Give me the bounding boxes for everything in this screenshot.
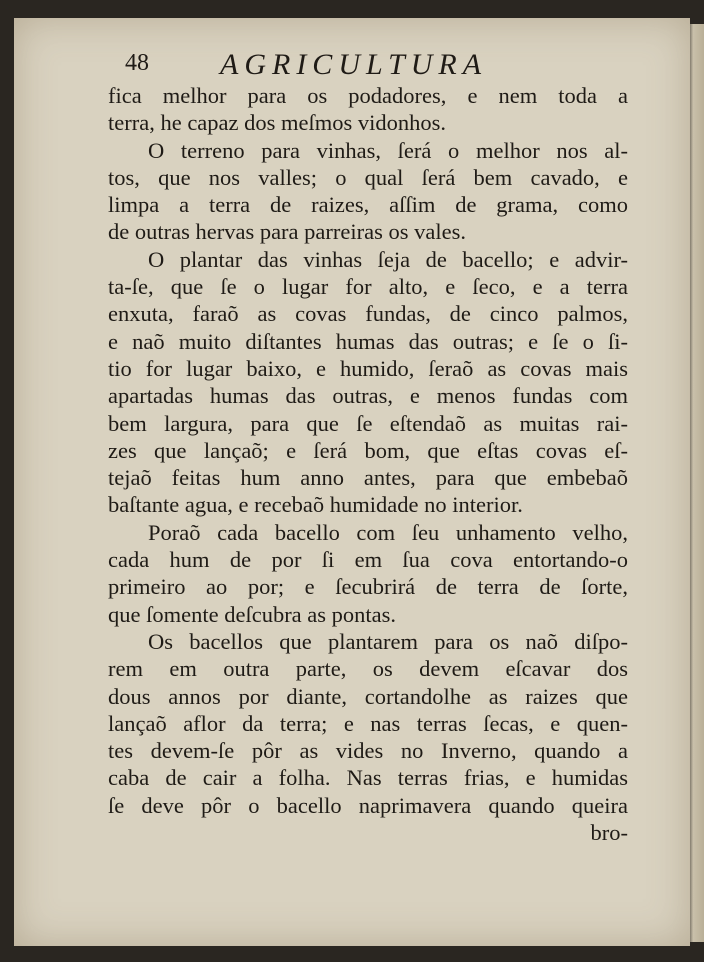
page-number: 48 [125,50,149,76]
text-line: enxuta, faraõ as covas fundas, de cinco palmos, [108,301,628,327]
text-line: O terreno para vinhas, ſerá o melhor nos al- [148,137,628,163]
text-line: zes que lançaõ; e ſerá bom, que eſtas covas eſ- [108,437,628,463]
text-line: bem largura, para que ſe eſtendaõ as muitas rai- [108,410,628,436]
text-line: tio for lugar baixo, e humido, ſeraõ as covas mais [108,355,628,381]
text-line: apartadas humas das outras, e menos fundas com [108,383,628,409]
catchword: bro- [590,820,628,846]
text-line: cada hum de por ſi em ſua cova entortando-o [108,547,628,573]
text-line: Os bacellos que plantarem para os naõ diſpo- [148,628,628,654]
text-line: rem em outra parte, os devem eſcavar dos [108,656,628,682]
text-line: ſe deve pôr o bacello naprimavera quando queira [108,792,628,818]
text-line: baſtante agua, e recebaõ humidade no interior. [108,492,523,518]
text-line: lançaõ aflor da terra; e nas terras ſecas, e quen- [108,710,628,736]
text-line: ta-ſe, que ſe o lugar for alto, e ſeco, e a terra [108,274,628,300]
text-line: tos, que nos valles; o qual ſerá bem cavado, e [108,164,628,190]
text-line: terra, he capaz dos meſmos vidonhos. [108,110,447,136]
text-line: limpa a terra de raizes, aſſim de grama, como [108,192,628,218]
running-head [105,44,625,84]
text-line: e naõ muito diſtantes humas das outras; e ſe o ſi- [108,328,628,354]
text-line: O plantar das vinhas ſeja de bacello; e advir- [148,246,628,272]
text-line: tejaõ feitas hum anno antes, para que embebaõ [108,465,628,491]
text-line: dous annos por diante, cortandolhe as raizes que [108,683,628,709]
header-title: AGRICULTURA [220,48,488,81]
text-line: fica melhor para os podadores, e nem toda a [108,83,628,108]
text-line: de outras hervas para parreiras os vales. [108,219,466,245]
text-line: Poraõ cada bacello com ſeu unhamento velho, [148,519,628,545]
text-line: tes devem-ſe pôr as vides no Inverno, quando a [108,738,628,764]
text-line: caba de cair a folha. Nas terras frias, e humidas [108,765,628,791]
text-line: primeiro ao por; e ſecubrirá de terra de ſorte, [108,574,628,600]
text-line: que ſomente deſcubra as pontas. [108,601,397,627]
body-text [108,82,628,846]
